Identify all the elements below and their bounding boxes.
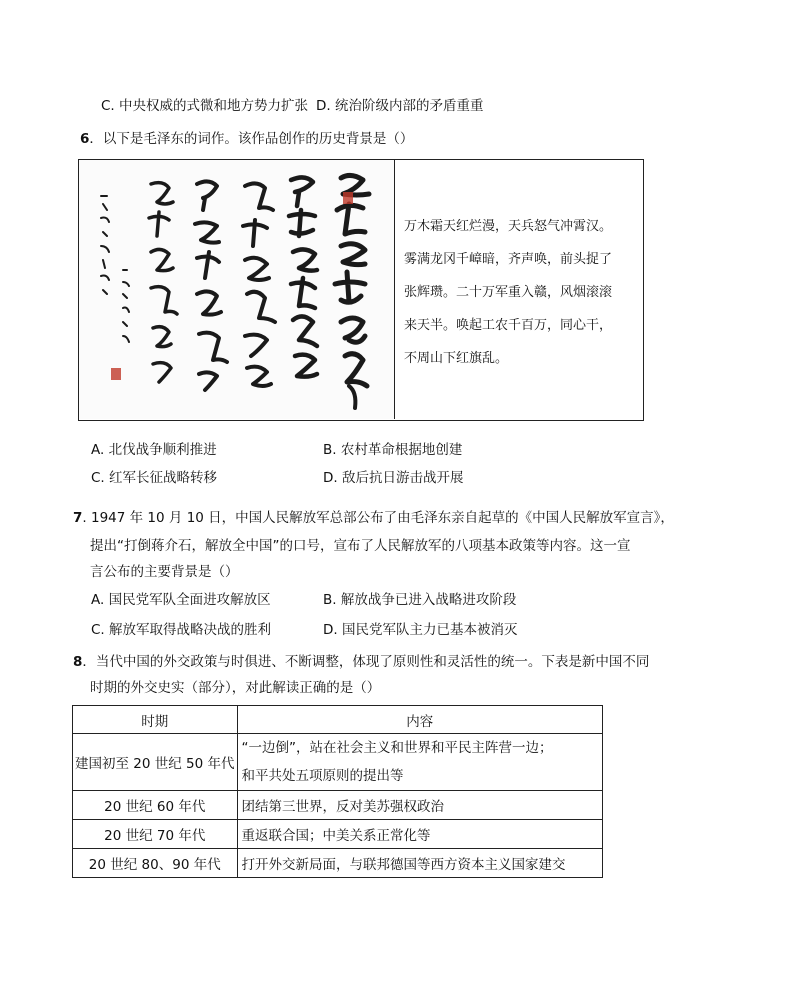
q8-number: 8 — [73, 654, 83, 670]
table-row — [73, 820, 603, 849]
q6-option-d[interactable]: D. 敌后抗日游击战开展 — [323, 470, 464, 486]
q6-poem-figure — [78, 159, 644, 421]
table-cell-content: 重返联合国；中美关系正常化等 — [237, 820, 602, 849]
q6-stem — [80, 129, 413, 149]
q7-option-b[interactable]: B. 解放战争已进入战略进攻阶段 — [323, 592, 517, 608]
table-header-period: 时期 — [73, 706, 238, 734]
table-header-content: 内容 — [237, 706, 602, 734]
table-row — [73, 791, 603, 820]
diplomacy-table — [72, 705, 603, 878]
q8-stem-text: ．当代中国的外交政策与时俱进、不断调整，体现了原则性和灵活性的统一。下表是新中国不同 — [82, 654, 650, 670]
poem-text — [404, 210, 639, 375]
table-cell-period: 20 世纪 70 年代 — [73, 820, 238, 849]
q7-option-d[interactable]: D. 国民党军队主力已基本被消灭 — [323, 622, 518, 638]
q5-option-d: D. 统治阶级内部的矛盾重重 — [316, 98, 484, 114]
seal-stamp-bottom — [111, 368, 121, 380]
poem-line: 雾满龙冈千嶂暗，齐声唤，前头捉了 — [404, 252, 613, 267]
calligraphy-drawing — [79, 160, 393, 419]
q7-option-a[interactable]: A. 国民党军队全面进攻解放区 — [91, 592, 271, 608]
q6-option-b[interactable]: B. 农村革命根据地创建 — [323, 442, 463, 458]
q7-stem-line-1 — [73, 508, 674, 528]
q7-stem-text: . 1947 年 10 月 10 日，中国人民解放军总部公布了由毛泽东亲自起草的《中国人民解放军宣言》， — [82, 510, 674, 526]
table-row — [73, 734, 603, 791]
q6-stem-text: ．以下是毛泽东的词作。该作品创作的历史背景是（） — [89, 131, 414, 147]
calligraphy-image — [79, 160, 395, 419]
q7-stem-line-3: 言公布的主要背景是（） — [90, 564, 239, 580]
q7-stem-line-2: 提出“打倒蒋介石，解放全中国”的口号，宣布了人民解放军的八项基本政策等内容。这一宣 — [90, 538, 631, 554]
q7-option-c[interactable]: C. 解放军取得战略决战的胜利 — [91, 622, 272, 638]
q6-number: 6 — [80, 131, 90, 147]
q8-stem-line-2: 时期的外交史实（部分），对此解读正确的是（） — [90, 680, 381, 696]
poem-line: 不周山下红旗乱。 — [404, 351, 509, 366]
q6-option-c[interactable]: C. 红军长征战略转移 — [91, 470, 218, 486]
table-cell-period: 建国初至 20 世纪 50 年代 — [73, 734, 238, 791]
content-line: “一边倒”，站在社会主义和世界和平民主阵营一边； — [241, 740, 553, 756]
table-cell-content: 打开外交新局面，与联邦德国等西方资本主义国家建交 — [237, 849, 602, 878]
q5-option-c: C. 中央权威的式微和地方势力扩张 — [101, 98, 309, 114]
seal-stamp-top — [343, 192, 353, 204]
q8-stem-line-1 — [73, 652, 649, 672]
poem-line: 张辉瓒。二十万军重入赣，风烟滚滚 — [404, 285, 613, 300]
content-line: 和平共处五项原则的提出等 — [241, 768, 404, 784]
q7-number: 7 — [73, 510, 83, 526]
table-cell-content: 团结第三世界，反对美苏强权政治 — [237, 791, 602, 820]
table-cell-content — [237, 734, 602, 791]
table-cell-period: 20 世纪 80、90 年代 — [73, 849, 238, 878]
poem-line: 万木霜天红烂漫，天兵怒气冲霄汉。 — [404, 219, 613, 234]
poem-line: 来天半。唤起工农千百万，同心干， — [404, 318, 613, 333]
table-header-row — [73, 706, 603, 734]
table-cell-period: 20 世纪 60 年代 — [73, 791, 238, 820]
table-row — [73, 849, 603, 878]
q6-option-a[interactable]: A. 北伐战争顺利推进 — [91, 442, 217, 458]
